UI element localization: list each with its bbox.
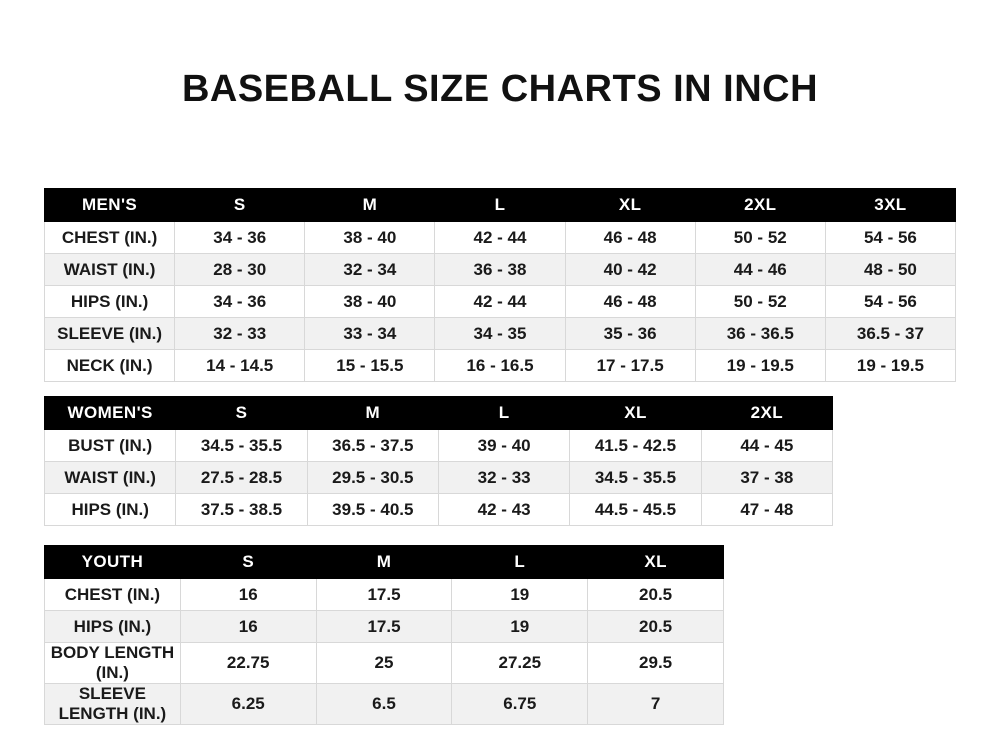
table-cell: 48 - 50 [825,254,955,286]
table-cell: 42 - 44 [435,286,565,318]
table-cell: 50 - 52 [695,222,825,254]
table-cell: 42 - 43 [438,494,569,526]
table-cell: 54 - 56 [825,222,955,254]
table-header-row [45,397,833,430]
table-cell: 29.5 - 30.5 [307,462,438,494]
table-cell: 7 [588,684,724,725]
row-label: WAIST (IN.) [45,462,176,494]
table-cell: 36.5 - 37.5 [307,430,438,462]
table-cell: 36 - 36.5 [695,318,825,350]
table-cell: 34 - 35 [435,318,565,350]
table-cell: 27.5 - 28.5 [176,462,307,494]
table-cell: 25 [316,643,452,684]
column-header: M [316,546,452,579]
table-cell: 15 - 15.5 [305,350,435,382]
column-header: L [435,189,565,222]
mens-size-chart [44,188,956,382]
row-label: SLEEVE LENGTH (IN.) [45,684,181,725]
table-cell: 14 - 14.5 [175,350,305,382]
table-cell: 54 - 56 [825,286,955,318]
row-label: HIPS (IN.) [45,286,175,318]
table-row [45,579,724,611]
table-cell: 20.5 [588,611,724,643]
column-header: S [180,546,316,579]
table-cell: 16 [180,579,316,611]
table-cell: 32 - 33 [175,318,305,350]
table-cell: 27.25 [452,643,588,684]
table-cell: 19 - 19.5 [695,350,825,382]
table-cell: 42 - 44 [435,222,565,254]
table-row [45,611,724,643]
table-header-row [45,546,724,579]
table-cell: 44 - 45 [701,430,832,462]
table-row [45,350,956,382]
column-header: XL [588,546,724,579]
table-cell: 37.5 - 38.5 [176,494,307,526]
table-row [45,222,956,254]
table-cell: 46 - 48 [565,222,695,254]
table-row [45,430,833,462]
column-header: YOUTH [45,546,181,579]
row-label: CHEST (IN.) [45,222,175,254]
table-cell: 41.5 - 42.5 [570,430,701,462]
row-label: NECK (IN.) [45,350,175,382]
table-cell: 6.75 [452,684,588,725]
column-header: MEN'S [45,189,175,222]
table-row [45,286,956,318]
table-cell: 36 - 38 [435,254,565,286]
column-header: M [307,397,438,430]
column-header: 2XL [695,189,825,222]
table-cell: 47 - 48 [701,494,832,526]
table-row [45,462,833,494]
table-cell: 36.5 - 37 [825,318,955,350]
table-cell: 33 - 34 [305,318,435,350]
table-cell: 38 - 40 [305,286,435,318]
table-cell: 28 - 30 [175,254,305,286]
column-header: 3XL [825,189,955,222]
table-row [45,684,724,725]
table-row [45,643,724,684]
table-cell: 19 [452,611,588,643]
table-header-row [45,189,956,222]
table-cell: 39.5 - 40.5 [307,494,438,526]
table-cell: 38 - 40 [305,222,435,254]
column-header: L [438,397,569,430]
table-cell: 6.5 [316,684,452,725]
table-cell: 44 - 46 [695,254,825,286]
row-label: HIPS (IN.) [45,611,181,643]
table-cell: 35 - 36 [565,318,695,350]
table-cell: 34.5 - 35.5 [570,462,701,494]
row-label: SLEEVE (IN.) [45,318,175,350]
table-cell: 17 - 17.5 [565,350,695,382]
row-label: BODY LENGTH (IN.) [45,643,181,684]
column-header: S [175,189,305,222]
table-row [45,494,833,526]
table-cell: 22.75 [180,643,316,684]
row-label: BUST (IN.) [45,430,176,462]
table-cell: 29.5 [588,643,724,684]
table-cell: 37 - 38 [701,462,832,494]
table-cell: 32 - 33 [438,462,569,494]
row-label: WAIST (IN.) [45,254,175,286]
table-cell: 19 [452,579,588,611]
column-header: 2XL [701,397,832,430]
table-cell: 17.5 [316,611,452,643]
table-cell: 34.5 - 35.5 [176,430,307,462]
table-cell: 17.5 [316,579,452,611]
column-header: S [176,397,307,430]
table-cell: 46 - 48 [565,286,695,318]
row-label: HIPS (IN.) [45,494,176,526]
table-cell: 44.5 - 45.5 [570,494,701,526]
table-cell: 16 [180,611,316,643]
table-cell: 20.5 [588,579,724,611]
womens-size-chart [44,396,833,526]
column-header: WOMEN'S [45,397,176,430]
column-header: XL [570,397,701,430]
row-label: CHEST (IN.) [45,579,181,611]
table-cell: 34 - 36 [175,222,305,254]
column-header: L [452,546,588,579]
youth-size-chart [44,545,724,725]
table-cell: 50 - 52 [695,286,825,318]
column-header: M [305,189,435,222]
table-cell: 6.25 [180,684,316,725]
table-cell: 40 - 42 [565,254,695,286]
table-cell: 19 - 19.5 [825,350,955,382]
table-cell: 34 - 36 [175,286,305,318]
column-header: XL [565,189,695,222]
page-title: BASEBALL SIZE CHARTS IN INCH [181,68,819,110]
table-cell: 16 - 16.5 [435,350,565,382]
table-row [45,254,956,286]
table-cell: 32 - 34 [305,254,435,286]
table-row [45,318,956,350]
table-cell: 39 - 40 [438,430,569,462]
